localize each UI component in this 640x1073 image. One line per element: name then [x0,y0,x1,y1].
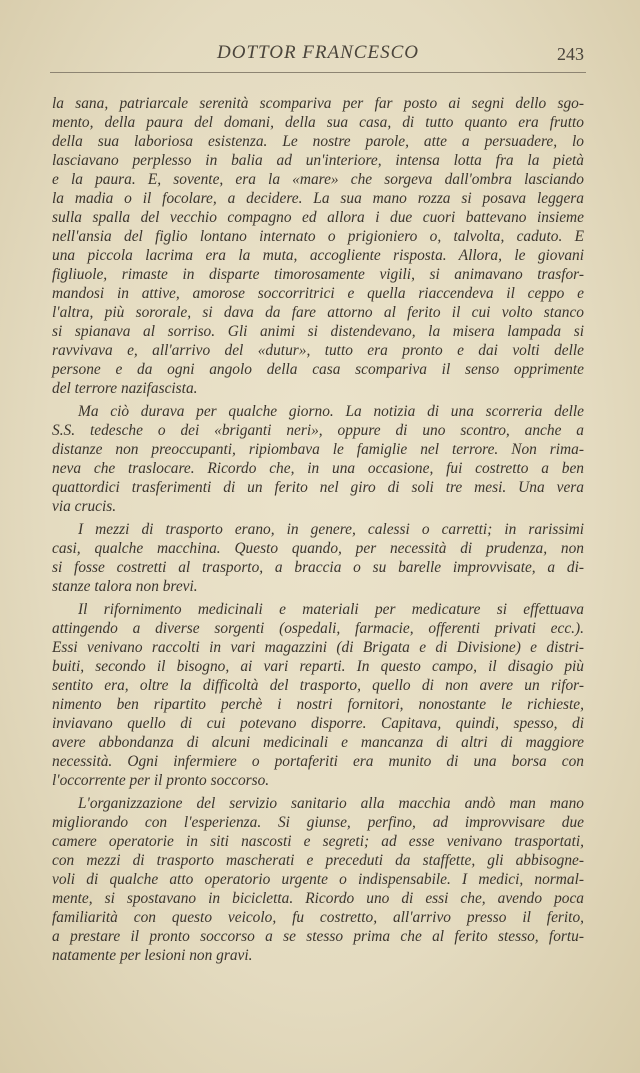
running-title: DOTTOR FRANCESCO [217,42,419,63]
text-line: lasciavano perplesso in balia ad un'interiore, intensa lotta fra la pietà [52,152,584,169]
text-line: camere operatorie in siti nascosti e segreti; ad esse venivano trasportati, [52,833,584,850]
paragraph [52,94,584,398]
text-line: figliuole, rimaste in disparte timorosamente vigili, si animavano trasfor- [52,266,584,283]
text-line: e la paura. E, sovente, era la «mare» che sorgeva dall'ombra lasciando [52,171,584,188]
text-line: buiti, secondo il bisogno, ai vari reparti. In questo campo, il disagio più [52,658,584,675]
text-line: del terrore nazifascista. [52,380,198,397]
text-line: mandosi in attive, amorose soccorritrici e quella riaccendeva il ceppo e [52,285,584,302]
text-line: natamente per lesioni non gravi. [52,947,253,964]
text-line: persone e da ogni angolo della casa scompariva il senso opprimente [52,361,584,378]
text-line: la madia o il focolare, a decidere. La sua mano rozza si posava leggera [52,190,584,207]
text-line: ravvivava e, all'arrivo del «dutur», tutto era pronto e dai volti delle [52,342,584,359]
paragraph [52,402,584,516]
text-line: Ma ciò durava per qualche giorno. La notizia di una scorreria delle [78,403,584,420]
text-line: sentito era, oltre la difficoltà del trasporto, quello di non avere un rifor- [52,677,584,694]
text-line: casi, qualche macchina. Questo quando, per necessità di prudenza, non [52,540,584,557]
text-line: avere abbondanza di alcuni medicinali e mancanza di altri di maggiore [52,734,584,751]
text-line: distanze non preoccupanti, ripiombava le famiglie nel terrore. Non rima- [52,441,584,458]
text-line: familiarità con questo veicolo, fu costretto, all'arrivo presso il ferito, [52,909,584,926]
text-line: stanze talora non brevi. [52,578,198,595]
text-line: mento, della paura del domani, della sua casa, di tutto quanto era frutto [52,114,584,131]
text-line: mente, si spostavano in bicicletta. Ricordo uno di essi che, avendo poca [52,890,584,907]
text-line: Il rifornimento medicinali e materiali per medicature si effettuava [78,601,584,618]
text-line: voli di qualche atto operatorio urgente o indispensabile. I medici, normal- [52,871,584,888]
paragraph [52,600,584,790]
text-line: una piccola lacrima era la muta, accogliente risposta. Allora, le giovani [52,247,584,264]
paragraph [52,794,584,965]
text-line: si fosse costretti al trasporto, a braccia o su barelle improvvisate, a di- [52,559,584,576]
text-line: migliorando con l'esperienza. Si giunse, perfino, ad improvvisare due [52,814,584,831]
paragraph [52,520,584,596]
text-line: inviavano quello di cui potevano disporre. Capitava, quindi, spesso, di [52,715,584,732]
text-line: la sana, patriarcale serenità scompariva per far posto ai segni dello sgo- [52,95,584,112]
text-line: I mezzi di trasporto erano, in genere, calessi o carretti; in rarissimi [78,521,584,538]
text-line: della sua laboriosa esistenza. Le nostre parole, atte a persuadere, lo [52,133,584,150]
text-line: Essi venivano raccolti in vari magazzini (di Brigata e di Divisione) e distri- [52,639,584,656]
text-line: a prestare il pronto soccorso a se stesso prima che al ferito stesso, fortu- [52,928,584,945]
text-line: nimento ben ripartito perchè i nostri fornitori, nonostante le richieste, [52,696,584,713]
text-line: nell'ansia del figlio lontano internato o prigioniero o, talvolta, caduto. E [52,228,584,245]
text-line: si spianava al sorriso. Gli animi si distendevano, la misera lampada si [52,323,584,340]
text-line: via crucis. [52,498,117,515]
text-line: quattordici trasferimenti di un ferito nel giro di soli tre mesi. Una vera [52,479,584,496]
text-line: S.S. tedesche o dei «briganti neri», oppure di uno scontro, anche a [52,422,584,439]
text-line: necessità. Ogni infermiere o portaferiti era munito di una borsa con [52,753,584,770]
text-line: l'occorrente per il pronto soccorso. [52,772,270,789]
page-header [50,40,586,68]
body-text [52,94,584,969]
text-line: sulla spalla del vecchio compagno ed allora i due cuori battevano insieme [52,209,584,226]
text-line: attingendo a diverse sorgenti (ospedali, farmacie, offerenti privati ecc.). [52,620,584,637]
text-line: neva che traslocare. Ricordo che, in una occasione, fui costretto a ben [52,460,584,477]
text-line: L'organizzazione del servizio sanitario alla macchia andò man mano [78,795,584,812]
text-line: con mezzi di trasporto mascherati e preceduti da staffette, gli abbisogne- [52,852,584,869]
header-rule [50,72,586,73]
text-line: l'altra, più sororale, si dava da fare attorno al ferito il cui volto stanco [52,304,584,321]
page-number: 243 [557,44,584,64]
